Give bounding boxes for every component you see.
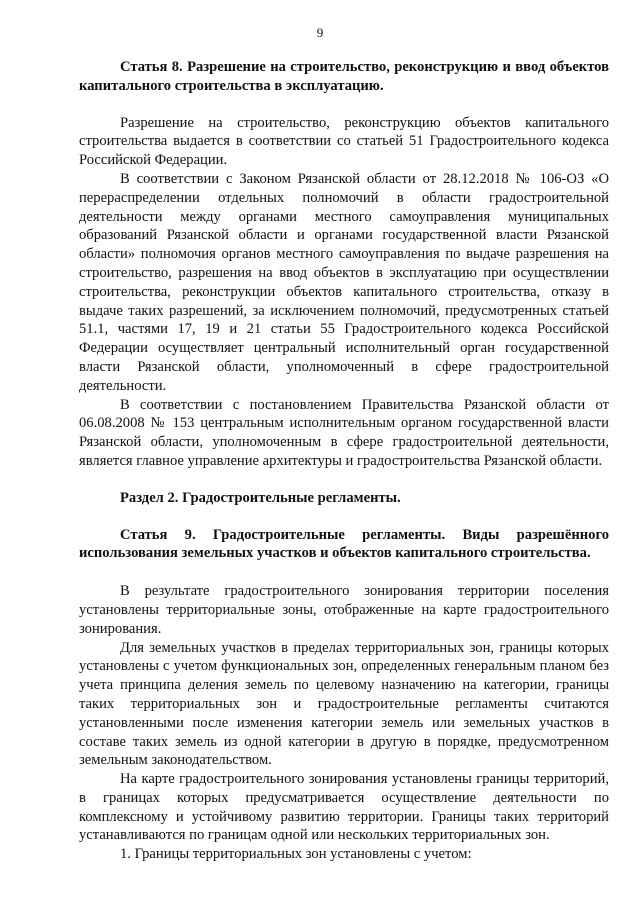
article-8-paragraph-2: В соответствии с Законом Рязанской области от 28.12.2018 № 106-ОЗ «О перераспределении отдельных полномочий в области градостроительной деятельности между органами местного самоуправления муниципальных образований Рязанской области и органами государственной власти Рязанской области» полномочия органов местного самоуправления по выдаче разрешения на строительство, разрешения на ввод объектов в эксплуатацию при осуществлении строительства, реконструкции объектов капитального строительства, отказу в выдаче таких разрешений, за исключением полномочий, предусмотренных статьей 51.1, частями 17, 19 и 21 статьи 55 Градостроительного кодекса Российской Федерации осуществляет центральный исполнительный орган государственной власти Рязанской области, уполномоченный в сфере градостроительной деятельности. <box>79 170 609 394</box>
article-9-paragraph-3: На карте градостроительного зонирования установлены границы территорий, в границах которых предусматривается осуществление деятельности по комплексному и устойчивому развитию территории. Границы таких территорий устанавливаются по границам одной или нескольких территориальных зон. <box>79 771 609 844</box>
section-2-heading: Раздел 2. Градостроительные регламенты. <box>120 489 401 506</box>
article-9-heading: Статья 9. Градостроительные регламенты. Виды разрешённого использования земельных участков и объектов капитального строительства. <box>79 526 609 562</box>
article-9-paragraph-2: Для земельных участков в пределах территориальных зон, границы которых установлены с учетом функциональных зон, определенных генеральным планом без учета принципа деления земель по целевому назначению на категории, границы таких территориальных зон и градостроительные регламенты считаются установленными после изменения категории земель или земельных участков в составе таких земель из одной категории в другую в порядке, предусмотренном земельным законодательством. <box>79 639 609 769</box>
article-8-heading: Статья 8. Разрешение на строительство, реконструкцию и ввод объектов капитального строительства в эксплуатацию. <box>79 59 609 94</box>
article-8-paragraph-1: Разрешение на строительство, реконструкцию объектов капитального строительства выдается в соответствии со статьей 51 Градостроительного кодекса Российской Федерации. <box>79 114 609 169</box>
document-body <box>79 58 609 864</box>
article-8-paragraph-3: В соответствии с постановлением Правительства Рязанской области от 06.08.2008 № 153 центральным исполнительным органом государственной власти Рязанской области, уполномоченным в сфере градостроительной деятельности, является главное управление архитектуры и градостроительства Рязанской области. <box>79 396 609 469</box>
page-number: 9 <box>316 25 324 40</box>
article-9-paragraph-1: В результате градостроительного зонирования территории поселения установлены территориальные зоны, отображенные на карте градостроительного зонирования. <box>79 583 609 637</box>
article-9-paragraph-4: 1. Границы территориальных зон установлены с учетом: <box>120 846 472 863</box>
